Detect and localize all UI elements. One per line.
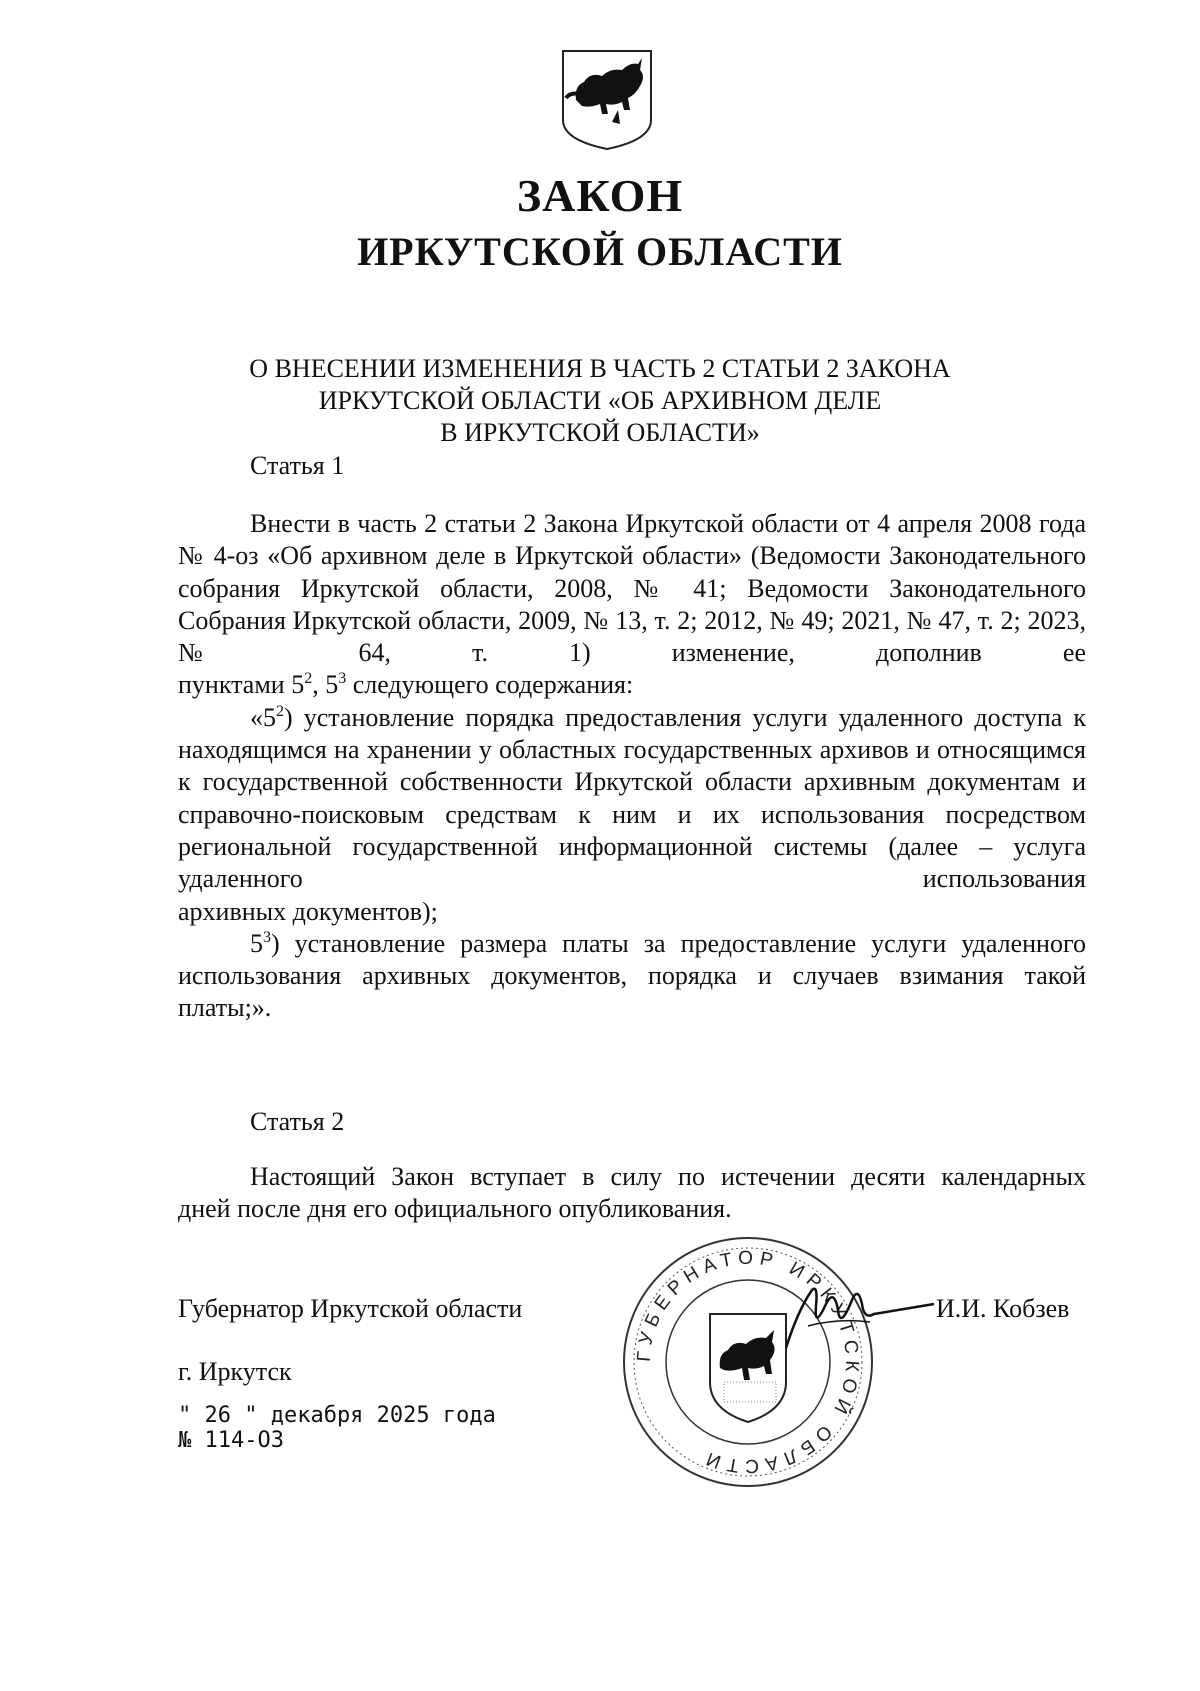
sup-b: 3 [338, 670, 347, 688]
article-1-item-2-last: платы;». [178, 993, 272, 1023]
handwritten-signature [778, 1270, 938, 1360]
article-1-item-1-last: архивных документов); [178, 896, 438, 926]
item-2-sup: 3 [263, 928, 271, 946]
article-2-title: Статья 2 [250, 1107, 345, 1136]
law-name-heading [200, 353, 1000, 449]
signatory-name: И.И. Кобзев [936, 1294, 1070, 1323]
law-name-line-2: ИРКУТСКОЙ ОБЛАСТИ «ОБ АРХИВНОМ ДЕЛЕ [318, 386, 882, 415]
article-1-title: Статья 1 [250, 451, 345, 480]
item-1-text: ) установление порядка предоставления услуги удаленного доступа к находящимся на хранении у областных государственных архивов и относящимся к государственной собственности Иркутской области архивным документам и справочно-поисковым средствам к ним и их использования посредством региональной государственной информационной системы (далее – услуга удаленного использования [178, 702, 1086, 894]
sup-a: 2 [304, 670, 313, 688]
item-2-text: ) установление размера платы за предоставление услуги удаленного использования архивных документов, порядка и случаев взимания такой [178, 928, 1086, 991]
law-number: № 114-ОЗ [178, 1428, 284, 1453]
region-title: ИРКУТСКОЙ ОБЛАСТИ [357, 229, 843, 274]
seal-text: ГУБЕРНАТОР ИРКУТСКОЙ ОБЛАСТИ [633, 1247, 863, 1477]
law-name-line-1: О ВНЕСЕНИИ ИЗМЕНЕНИЯ В ЧАСТЬ 2 СТАТЬИ 2 ЗАКОНА [249, 354, 951, 383]
item-2-prefix: 5 [250, 928, 263, 958]
item-1-sup: 2 [276, 702, 284, 720]
article-2-text-last: дней после дня его официального опубликования. [178, 1194, 732, 1224]
article-1-body [178, 508, 1086, 1025]
place-of-signing: г. Иркутск [178, 1357, 292, 1386]
coat-of-arms-icon [560, 48, 654, 152]
intro-end-suffix: следующего содержания: [346, 670, 634, 700]
article-1-item-2 [178, 928, 1086, 993]
intro-end-mid: , 5 [312, 670, 339, 700]
law-title: ЗАКОН [516, 170, 684, 221]
article-1-intro: Внести в часть 2 статьи 2 Закона Иркутской области от 4 апреля 2008 года № 4-оз «Об архивном деле в Иркутской области» (Ведомости Законодательного собрания Иркутской области, 2008, № 41; Ведомости Законодательного Собрания Иркутской области, 2009, № 13, т. 2; 2012, № 49; 2021, № 47, т. 2; 2023, № 64, т. 1) изменение, дополнив ее [178, 509, 1086, 668]
signing-date: " 26 " декабря 2025 года [178, 1403, 496, 1428]
law-name-line-3: В ИРКУТСКОЙ ОБЛАСТИ» [440, 418, 760, 447]
intro-end-prefix: пунктами 5 [178, 670, 305, 700]
article-1-item-1 [178, 702, 1086, 896]
article-2-body [178, 1161, 1086, 1226]
item-1-prefix: «5 [250, 702, 276, 732]
article-2-text: Настоящий Закон вступает в силу по истечении десяти календарных [250, 1162, 1086, 1191]
article-1-intro-end [178, 669, 1086, 701]
signatory-position: Губернатор Иркутской области [178, 1294, 523, 1323]
